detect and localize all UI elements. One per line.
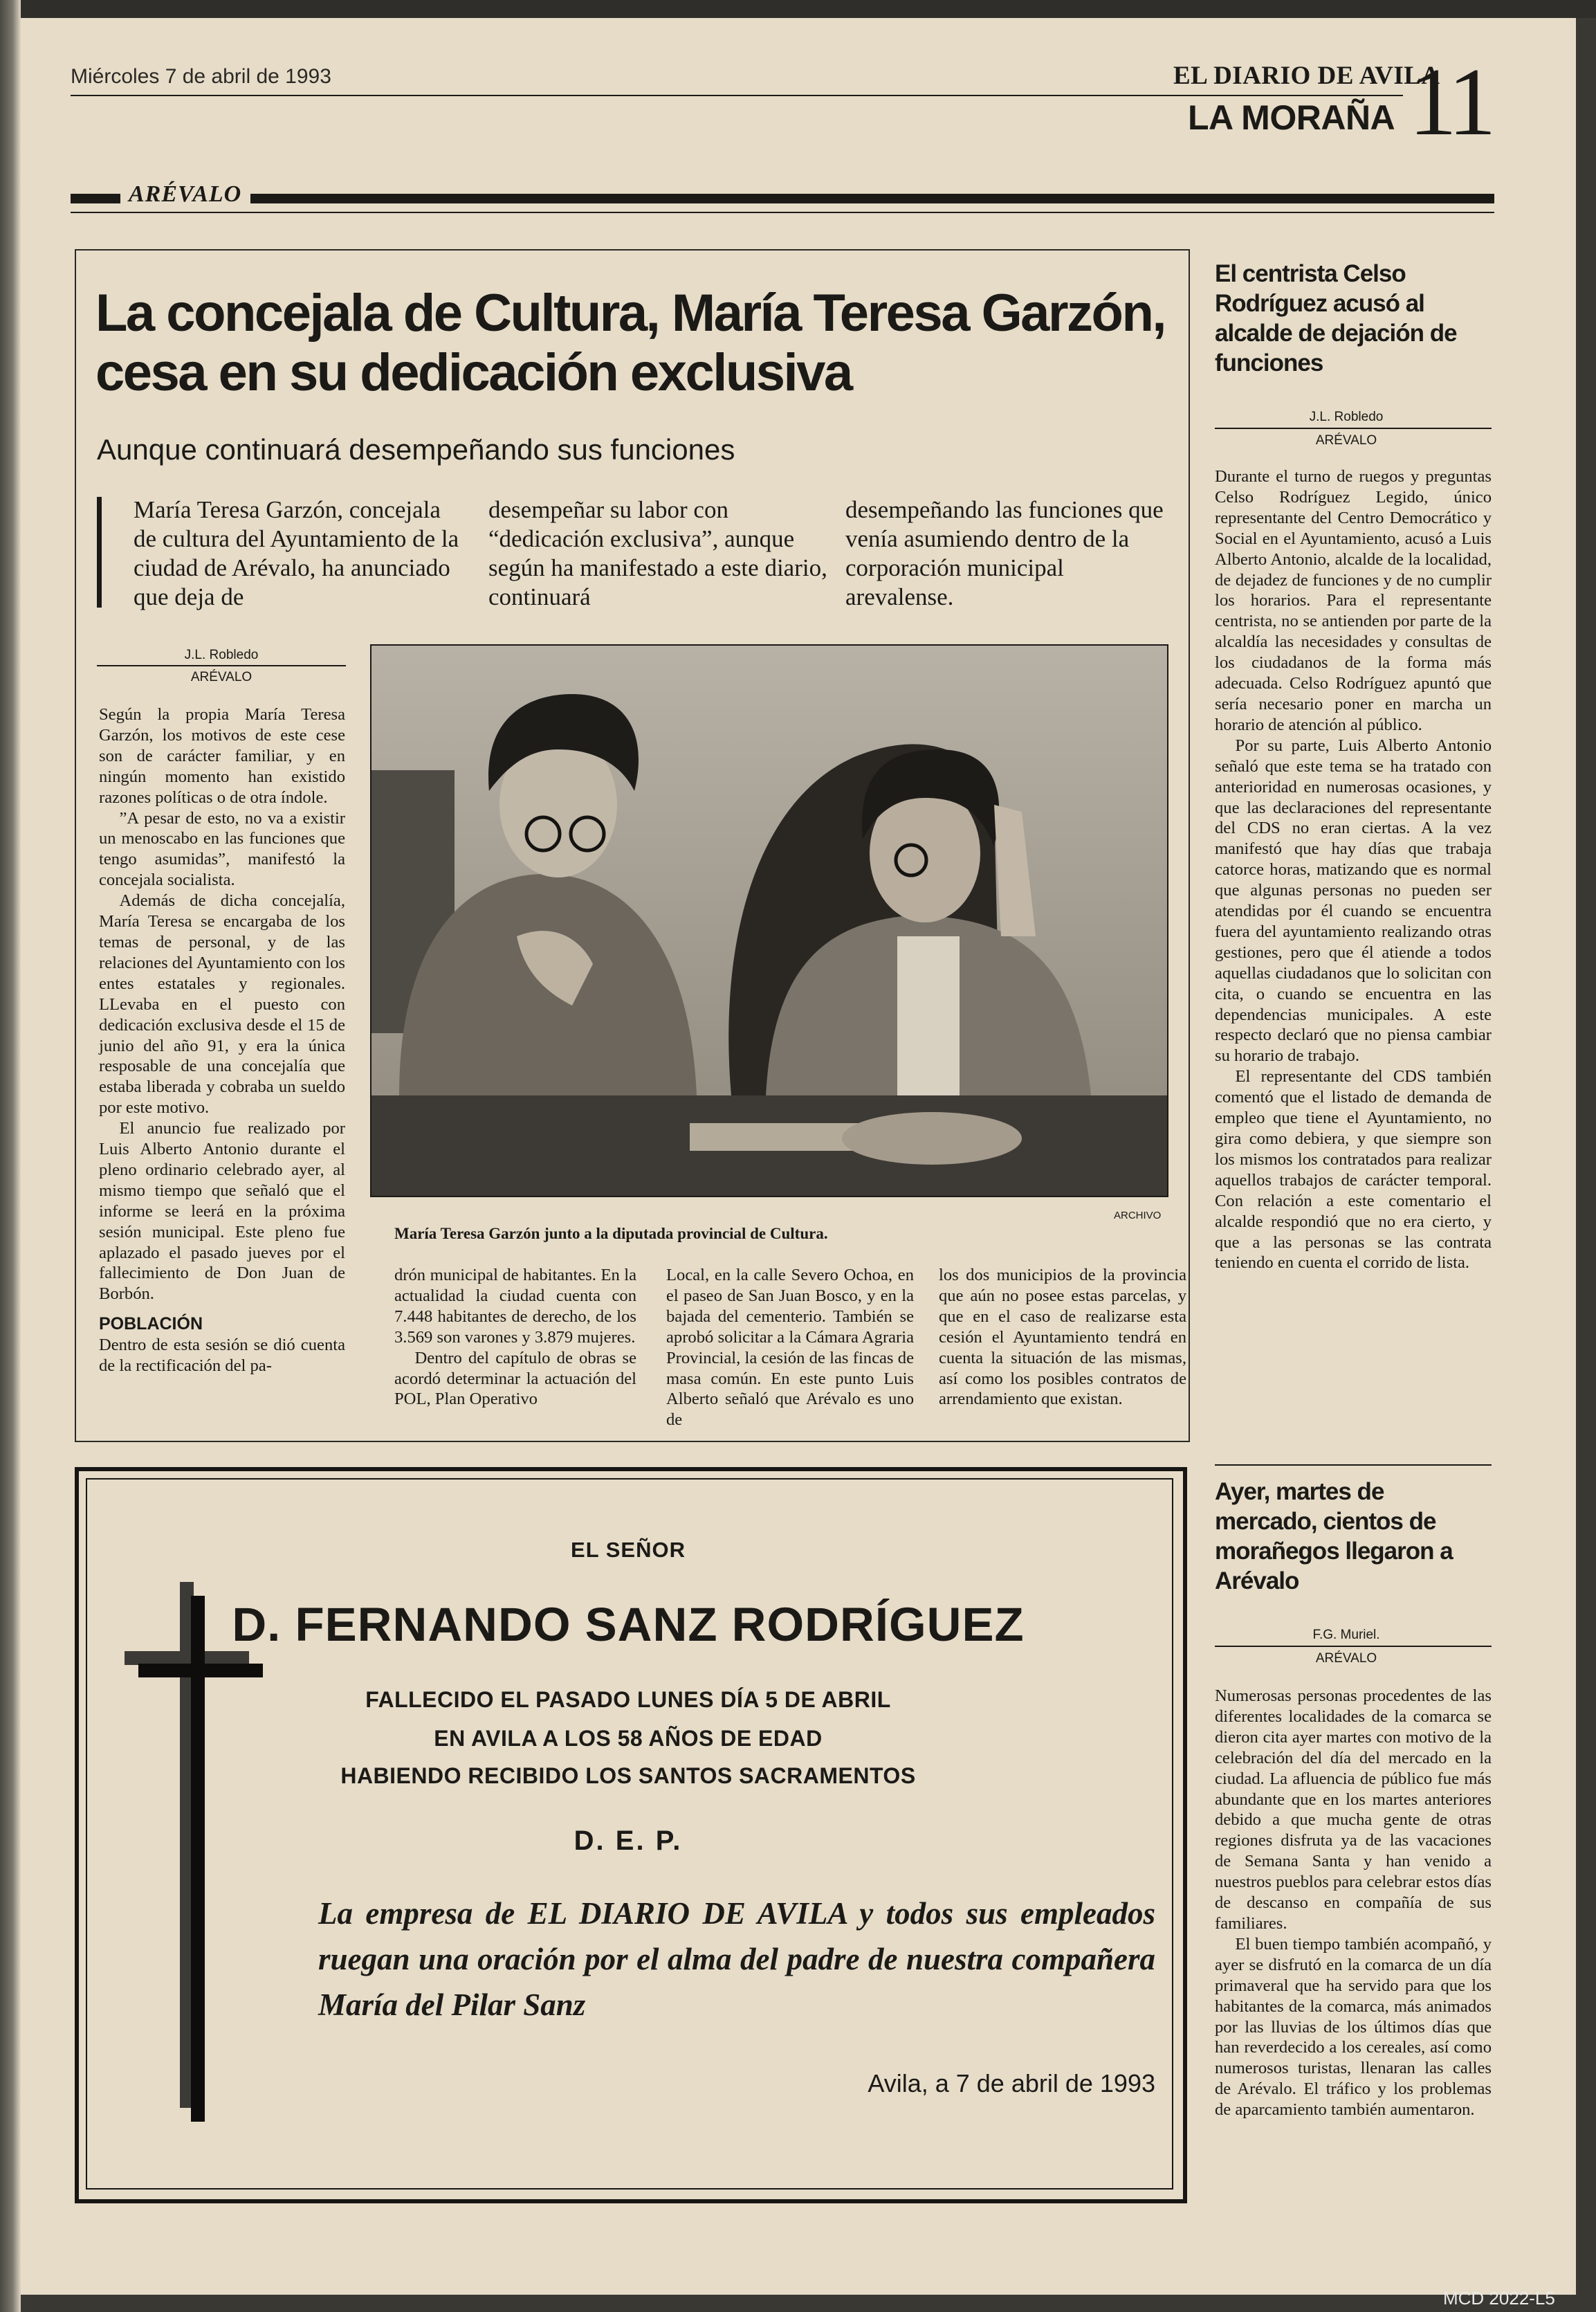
band-underline: [71, 212, 1494, 213]
obituary-line: HABIENDO RECIBIDO LOS SANTOS SACRAMENTOS: [340, 1763, 916, 1788]
main-col1-para: Dentro de esta sesión se dió cuenta de la rectificación del pa-: [99, 1336, 345, 1376]
header-rule: [71, 95, 1403, 96]
poblacion-subhead: POBLACIÓN: [99, 1314, 203, 1334]
main-col-2: [394, 1265, 636, 1410]
side1-byline: J.L. Robledo: [1309, 410, 1384, 424]
section-band-label: ARÉVALO: [129, 181, 242, 207]
side-article-1-body: [1215, 466, 1492, 1273]
page-number: 11: [1409, 48, 1491, 156]
side2-byline-place: ARÉVALO: [1315, 1651, 1377, 1666]
archive-tag: MCD 2022-L5: [1443, 2288, 1555, 2309]
newspaper-name: EL DIARIO DE AVILA: [1173, 62, 1440, 90]
deck-col-2: desempeñar su labor con “dedicación exclusiva”, aunque según ha manifestado a este diario, continuará: [488, 496, 827, 610]
band-bar-right: [250, 194, 1494, 203]
scan-border-top: [0, 0, 1596, 18]
main-col1-para: El anuncio fue realizado por Luis Alberto Antonio durante el pleno ordinario celebrado ayer, al mismo tiempo que señaló que el informe se leerá en la próxima sesión municipal. Este pleno fue aplazado el pasado jueves por el fallecimiento de Don Juan de Borbón.: [99, 1119, 345, 1304]
side2-para: Numerosas personas procedentes de las diferentes localidades de la comarca se dieron cita ayer martes con motivo de la celebración del día del mercado en la ciudad. La afluencia de público fue más abundante que en los martes anteriores debido a que mucha gente de otras regiones disfruta ya de las vacaciones de Semana Santa y han venido a nuestros pueblos para celebrar estos días de descanso en compañía de sus familiares.: [1215, 1686, 1492, 1933]
obituary-dep: D. E. P.: [574, 1826, 683, 1856]
article-photo: [370, 644, 1168, 1197]
side-divider: [1215, 1464, 1492, 1466]
deck-bar: [97, 497, 102, 608]
obituary-name: D. FERNANDO SANZ RODRÍGUEZ: [232, 1598, 1025, 1651]
photo-caption: María Teresa Garzón junto a la diputada provincial de Cultura.: [394, 1225, 828, 1242]
deck-col-1: María Teresa Garzón, concejala de cultura del Ayuntamiento de la ciudad de Arévalo, ha anunciado que deja de: [134, 496, 459, 610]
scan-border-left: [0, 0, 21, 2312]
deck-col-3: desempeñando las funciones que venía asumiendo dentro de la corporación municipal arevalense.: [845, 496, 1164, 610]
obituary-intro: EL SEÑOR: [571, 1538, 686, 1562]
main-col-4: [939, 1265, 1186, 1410]
side1-byline-rule: [1215, 428, 1492, 429]
side-article-2-body: [1215, 1686, 1492, 2120]
main-col2-para: Dentro del capítulo de obras se acordó determinar la actuación del POL, Plan Operativo: [394, 1348, 636, 1409]
main-col2-para: drón municipal de habitantes. En la actualidad la ciudad cuenta con 7.448 habitantes de derecho, de los 3.569 son varones y 3.879 mujeres.: [394, 1266, 636, 1347]
side1-para: El representante del CDS también comentó que el listado de demanda de empleo que tiene el Ayuntamiento, no gira como debiera, y que siempre son los mismos los contratados para realizar aquellos trabajos de carácter temporal. Con relación a este comentario el alcalde respondió que no era cierto, y que a las personas se las contrata teniendo en cuenta el corrido de lista.: [1215, 1067, 1492, 1273]
cross-icon: [125, 1582, 277, 2136]
side1-para: Por su parte, Luis Alberto Antonio señaló que este tema se ha tratado con anterioridad en numerosas ocasiones, y que las declaraciones del representante del CDS no eran ciertas. A la vez manifestó que hay días que trabaja catorce horas, matizando que es normal que algunas personas no pueden ser atendidas por él cuando se encuentra fuera del ayuntamiento realizando otras gestiones, pero que él atiende a todos aquellas ciudadanos que lo solicitan con cita, o cuando se encuentra en las dependencias municipales. A este respecto declaró que no piensa cambiar su horario de trabajo.: [1215, 736, 1492, 1066]
main-col-1: [99, 704, 345, 1376]
side-article-2-headline: Ayer, martes de mercado, cientos de morañegos llegaron a Arévalo: [1215, 1478, 1453, 1594]
side-article-1-headline: El centrista Celso Rodríguez acusó al alcalde de dejación de funciones: [1215, 260, 1457, 376]
main-byline-place: ARÉVALO: [190, 670, 253, 684]
obituary-place-date: Avila, a 7 de abril de 1993: [868, 2069, 1155, 2097]
main-col-3: [666, 1265, 914, 1430]
obituary-line: FALLECIDO EL PASADO LUNES DÍA 5 DE ABRIL: [365, 1687, 891, 1712]
main-col1-para: Según la propia María Teresa Garzón, los motivos de este cese son de carácter familiar, y en ningún momento han existido razones políticas o de otra índole.: [99, 705, 345, 807]
photo-illustration: [372, 646, 1167, 1196]
newspaper-page: [21, 18, 1576, 2295]
main-byline-rule: [97, 665, 346, 666]
main-col4-para: los dos municipios de la provincia que aún no posee estas parcelas, y que en el caso de realizarse esta cesión el Ayuntamiento tendrá en cuenta la situación de las mismas, así como los posibles contratos de arrendamiento que existan.: [939, 1266, 1186, 1409]
obituary-message: La empresa de EL DIARIO DE AVILA y todos sus empleados ruegan una oración por el alma del padre de nuestra compañera María del Pilar Sanz: [318, 1896, 1155, 2022]
side2-byline-rule: [1215, 1646, 1492, 1647]
obituary-line: EN AVILA A LOS 58 AÑOS DE EDAD: [434, 1726, 823, 1751]
section-title: LA MORAÑA: [1188, 98, 1395, 137]
side2-para: El buen tiempo también acompañó, y ayer se disfrutó en la comarca de un día primaveral que ha servido para que los habitantes de la comarca, más animados por las lluvias de los últimos días que han reverdecido a los cereales, así como numerosos turistas, llenaran las calles de Arévalo. El tráfico y los problemas de aparcamiento también aumentaron.: [1215, 1934, 1492, 2120]
main-col1-para: Además de dicha concejalía, María Teresa se encargaba de los temas de personal, y de las relaciones del Ayuntamiento con los entes estatales y regionales. LLevaba en el puesto con dedicación exclusiva desde el 15 de junio del año 91, y era la única resposable de una concejalía que estaba liberada y cobraba un sueldo por este motivo.: [99, 891, 345, 1118]
main-headline: La concejala de Cultura, María Teresa Garzón, cesa en su dedicación exclusiva: [95, 284, 1165, 402]
band-bar-left: [71, 194, 120, 203]
main-col3-para: Local, en la calle Severo Ochoa, en el paseo de San Juan Bosco, y en la bajada del cementerio. También se aprobó solicitar a la Cámara Agraria Provincial, la cesión de las fincas de masa común. En este punto Luis Alberto señaló que Arévalo es uno de: [666, 1266, 914, 1430]
side1-para: Durante el turno de ruegos y preguntas Celso Rodríguez Legido, único representante del Centro Democrático y Social en el Ayuntamiento, acusó a Luis Alberto Antonio, alcalde de la localidad, de dejadez de funciones y de no cumplir los horarios. Para el representante centrista, no se antienden por parte de la alcaldía las necesidades y consultas de los ciudadanos de la forma más adecuada. Celso Rodríguez apuntó que sería necesario poner en marcha un horario de atención al público.: [1215, 467, 1492, 734]
issue-date: Miércoles 7 de abril de 1993: [71, 65, 331, 88]
side2-byline: F.G. Muriel.: [1312, 1628, 1380, 1642]
main-byline: J.L. Robledo: [184, 648, 259, 662]
main-subheadline: Aunque continuará desempeñando sus funciones: [97, 433, 735, 466]
main-col1-para: ”A pesar de esto, no va a existir un menoscabo en las funciones que tengo asumidas”, manifestó la concejala socialista.: [99, 808, 345, 890]
photo-credit: ARCHIVO: [1114, 1210, 1162, 1221]
side1-byline-place: ARÉVALO: [1315, 433, 1377, 448]
